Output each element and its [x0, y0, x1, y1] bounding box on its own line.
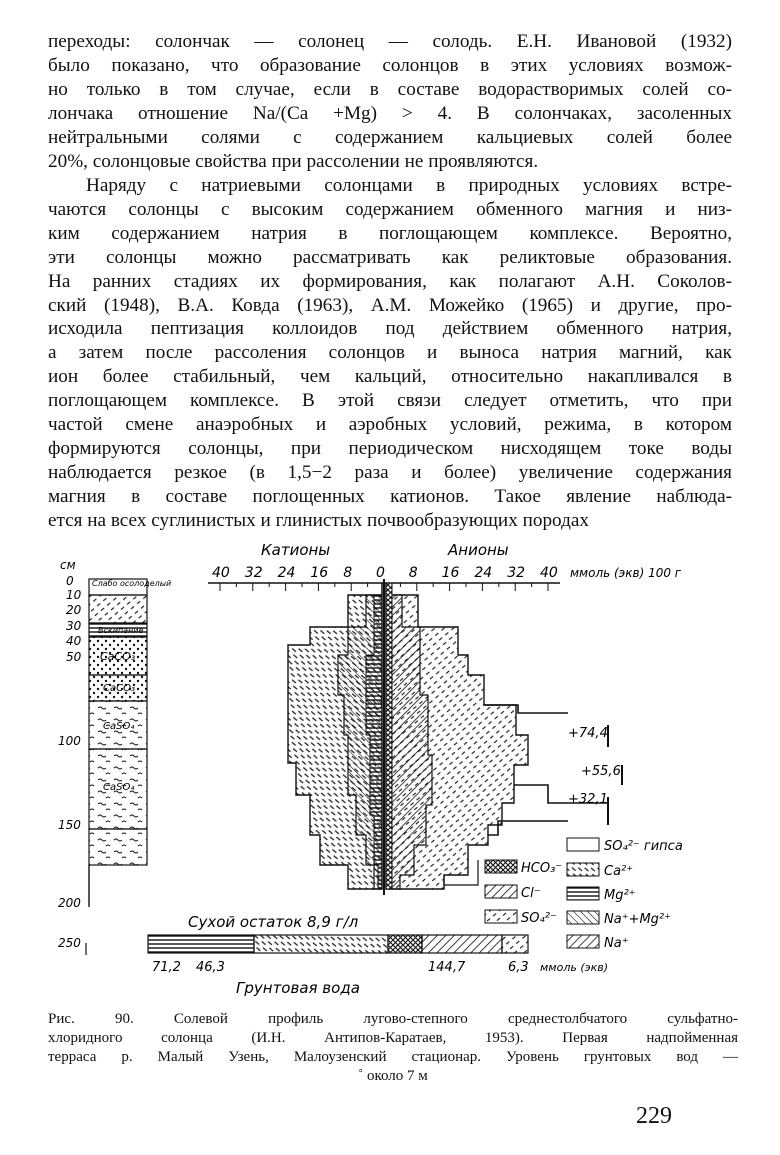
- text-line: а затем после рассоления солонцов и выноса натрия магний, как: [48, 342, 732, 364]
- text-line: ким содержанием натрия в поглощающем комплексе. Вероятно,: [48, 222, 732, 244]
- soil-profile-column: [86, 579, 171, 955]
- text-line: магния в составе поглощенных катионов. Такое явление наблюда-: [48, 485, 732, 507]
- figure-salt-profile: [48, 535, 738, 1000]
- text-line: чаются солонцы с высоким содержанием обменного магния и низ-: [48, 198, 732, 220]
- svg-text:Na⁺+Mg²⁺: Na⁺+Mg²⁺: [604, 912, 671, 927]
- text-line: частой смене анаэробных и аэробных условий, режима, в котором: [48, 414, 732, 436]
- axis-tick-label: 24: [277, 565, 296, 581]
- text-line: ется на всех суглинистых и глинистых почвообразующих породах: [48, 509, 589, 531]
- svg-text:CaCO₃: CaCO₃: [103, 683, 135, 694]
- figure-caption: [48, 1010, 738, 1086]
- text-line: 20%, солонцовые свойства при рассолении не проявляются.: [48, 150, 539, 172]
- gw-value-2: 46,3: [196, 960, 225, 975]
- axis-tick-label: 16: [310, 565, 329, 581]
- svg-text:SO₄²⁻: SO₄²⁻: [521, 911, 557, 926]
- svg-text:HCO₃⁻: HCO₃⁻: [521, 861, 563, 876]
- svg-text:Na⁺: Na⁺: [604, 936, 629, 951]
- paragraph-1: [48, 30, 732, 173]
- svg-text:CaSO₄: CaSO₄: [103, 782, 135, 793]
- axis-tick-label: 8: [343, 565, 353, 581]
- depth-tick-label: 10: [66, 588, 82, 602]
- dry-residue-label: Сухой остаток 8,9 г/л: [188, 913, 359, 931]
- axis-tick-labels: [212, 565, 558, 581]
- axis-tick-label: 16: [441, 565, 460, 581]
- depth-tick-label: 50: [66, 650, 82, 664]
- legend-anions: [485, 860, 562, 926]
- text-line: лончака отношение Na/(Ca +Mg) > 4. В солончаках, засоленных: [48, 102, 732, 124]
- page-number: 229: [636, 1103, 672, 1129]
- axis-tick-label: 24: [474, 565, 493, 581]
- text-line: нейтральными солями с содержанием кальциевых солей более: [48, 126, 732, 148]
- text-line: Наряду с натриевыми солонцами в природных условиях встре-: [86, 175, 732, 196]
- svg-text:Ca²⁺: Ca²⁺: [604, 864, 634, 879]
- depth-tick-label: 0: [66, 574, 74, 588]
- text-line: но только в том случае, если в составе водорастворимых солей со-: [48, 78, 732, 100]
- depth-tick-label: 30: [66, 619, 82, 633]
- annotation-32: +32,1: [568, 792, 608, 807]
- gw-value-3: 144,7: [428, 960, 466, 975]
- text-line: наблюдается резкое (в 1,5−2 раза и более) увеличение содержания: [48, 461, 732, 483]
- text-line: На ранних стадиях их формирования, как полагают А.Н. Соколов-: [48, 270, 732, 292]
- axis-tick-label: 32: [244, 565, 263, 581]
- gw-value-4: 6,3: [508, 960, 529, 975]
- legend-cations: [567, 838, 683, 951]
- caption-line: ˚ около 7 м: [358, 1068, 428, 1084]
- depth-tick-label: 20: [66, 603, 82, 617]
- svg-text:SO₄²⁻ гипса: SO₄²⁻ гипса: [604, 839, 683, 854]
- text-line: исходила пептизация коллоидов под действием обменного натрия,: [48, 318, 732, 340]
- text-line: эти солонцы можно рассматривать как реликтовые образования.: [48, 246, 732, 268]
- depth-tick-label: 250: [58, 936, 81, 950]
- svg-text:CaSO₄: CaSO₄: [103, 721, 135, 732]
- svg-text:Mg²⁺: Mg²⁺: [604, 888, 636, 903]
- groundwater-label: Грунтовая вода: [236, 979, 360, 997]
- depth-tick-label: 40: [66, 634, 82, 648]
- caption-line: терраса р. Малый Узень, Малоузенский стационар. Уровень грунтовых вод —: [48, 1049, 738, 1065]
- text-line: переходы: солончак — солонец — солодь. Е.Н. Ивановой (1932): [48, 31, 732, 52]
- caption-line: хлоридного солонца (И.Н. Антипов-Каратаев, 1953). Первая надпойменная: [48, 1030, 738, 1046]
- svg-text:Слабо осолоделый: Слабо осолоделый: [92, 579, 172, 588]
- anions-label: Анионы: [448, 541, 509, 559]
- gw-unit: ммоль (экв): [540, 961, 609, 974]
- depth-tick-label: 150: [58, 818, 81, 832]
- svg-text:Cl⁻: Cl⁻: [521, 886, 541, 901]
- svg-text:Вскипание: Вскипание: [98, 626, 144, 635]
- text-line: поглощающем комплексе. В этой связи следует отметить, что при: [48, 390, 732, 412]
- depth-unit: см: [60, 558, 76, 572]
- axis-tick-label: 40: [212, 565, 230, 581]
- annotation-55: +55,6: [581, 764, 621, 779]
- axis-tick-label: 0: [376, 565, 385, 581]
- axis-unit: ммоль (экв) 100 г: [570, 566, 682, 580]
- text-line: ион более стабильный, чем кальций, относительно накапливался в: [48, 366, 732, 388]
- annotation-74: +74,4: [568, 726, 608, 741]
- caption-line: Рис. 90. Солевой профиль лугово-степного среднестолбчатого сульфатно-: [48, 1011, 738, 1027]
- axis-tick-label: 32: [507, 565, 526, 581]
- cations-label: Катионы: [261, 541, 331, 559]
- axis-tick-label: 40: [540, 565, 558, 581]
- text-line: ский (1948), В.А. Ковда (1963), А.М. Можейко (1965) и другие, про-: [48, 294, 732, 316]
- gw-value-1: 71,2: [152, 960, 181, 975]
- text-line: было показано, что образование солонцов в этих условиях возмож-: [48, 54, 732, 76]
- text-line: формируются солонцы, при периодическом нисходящем токе воды: [48, 437, 732, 459]
- axis-tick-label: 8: [408, 565, 418, 581]
- svg-text:CaCO₃: CaCO₃: [100, 650, 136, 663]
- paragraph-2: [48, 174, 732, 533]
- depth-tick-label: 200: [58, 896, 81, 910]
- depth-axis-labels: [58, 574, 82, 950]
- groundwater-bar: [148, 935, 528, 953]
- depth-tick-label: 100: [58, 734, 81, 748]
